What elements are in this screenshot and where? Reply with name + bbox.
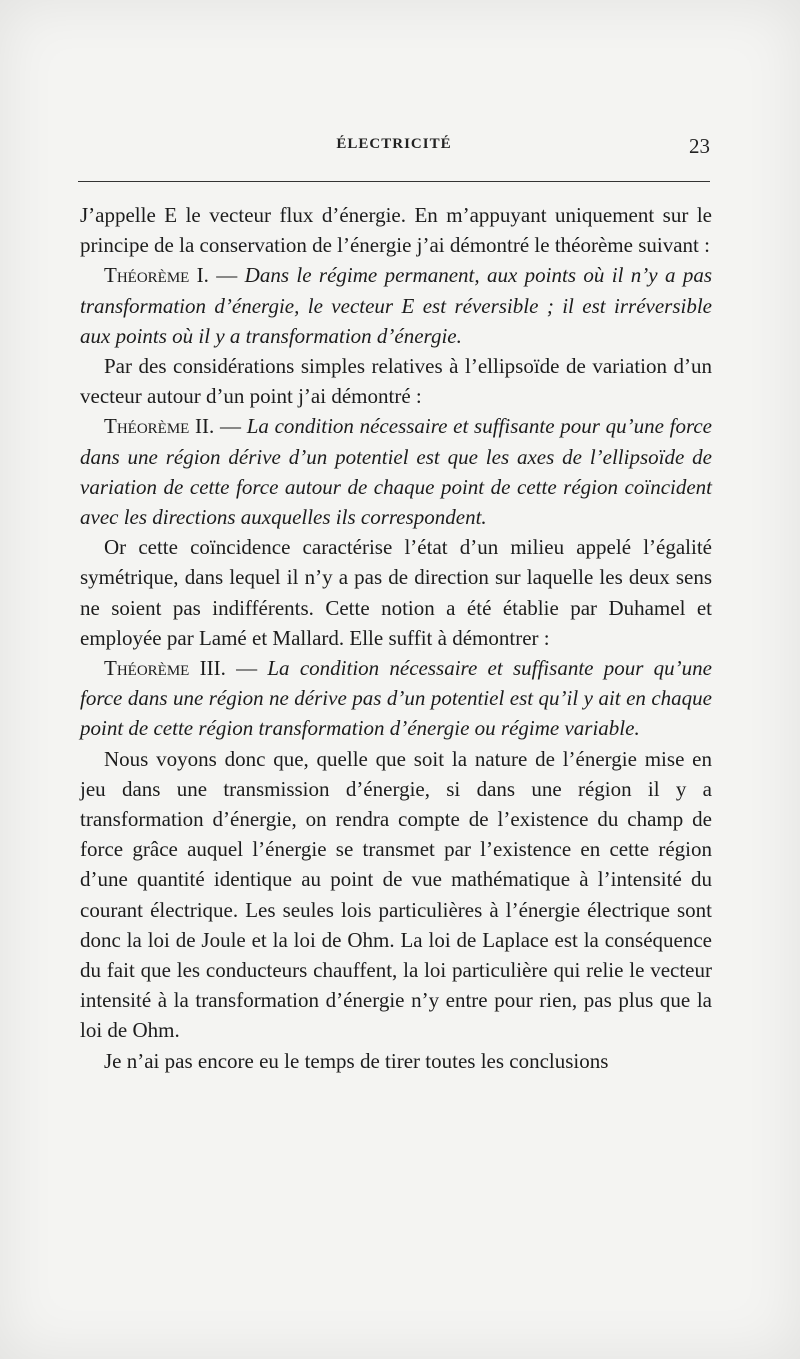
paragraph-5: Je n’ai pas encore eu le temps de tirer toutes les conclusions [104,1048,609,1073]
theorem-3-label: Théorème III. [104,656,226,681]
theorem-2 [80,411,712,532]
theorem-3-dash: — [225,656,268,681]
theorem-1 [80,260,712,351]
page-number: 23 [689,134,710,158]
header-rule [78,181,710,182]
theorem-2-dash: — [214,414,247,439]
paragraph-3: Or cette coïncidence caractérise l’état d’un milieu appelé l’égalité symétrique, dans lequel il n’y a pas de direction sur laquelle les deux sens ne soient pas indifférents. Cette notion a été établie par Duhamel et employée par Lamé et Mallard. Elle suffit à démontrer : [80,535,712,650]
theorem-1-label: Théorème I. [104,263,209,288]
theorem-2-text: La condition nécessaire et suffisante pour qu’une force dans une région dérive d’un potentiel est que les axes de l’ellipsoïde de variation de cette force autour de chaque point de cette région coïncident avec les directions auxquelles ils correspondent. [80,414,713,530]
paragraph-2: Par des considérations simples relatives à l’ellipsoïde de variation d’un vecteur autour d’un point j’ai démontré : [80,354,712,409]
running-title: ÉLECTRICITÉ [336,136,452,152]
body-text [80,200,712,1076]
theorem-3-text: La condition nécessaire et suffisante pour qu’une force dans une région ne dérive pas d’un potentiel est qu’il y ait en chaque point de cette région transformation d’énergie ou régime variable. [80,656,712,741]
theorem-1-text: Dans le régime permanent, aux points où il n’y a pas transformation d’énergie, le vecteur E est réversible ; il est irréversible aux points où il y a transformation d’énergie. [80,263,712,348]
theorem-1-dash: — [208,263,245,288]
page-header [78,136,710,164]
paragraph-1: J’appelle E le vecteur flux d’énergie. En m’appuyant uniquement sur le principe de la conservation de l’énergie j’ai démontré le théorème suivant : [80,203,712,258]
theorem-3 [80,653,712,744]
paragraph-4: Nous voyons donc que, quelle que soit la nature de l’énergie mise en jeu dans une transmission d’énergie, si dans une région il y a transformation d’énergie, on rendra compte de l’existence du champ de force grâce auquel l’énergie se transmet par l’existence en cette région d’une quantité identique au point de vue mathématique à l’intensité du courant électrique. Les seules lois particulières à l’énergie électrique sont donc la loi de Joule et la loi de Ohm. La loi de Laplace est la conséquence du fait que les conducteurs chauffent, la loi particulière qui relie le vecteur intensité à la transformation d’énergie n’y entre pour rien, pas plus que la loi de Ohm. [80,746,712,1043]
theorem-2-label: Théorème II. [104,414,215,439]
